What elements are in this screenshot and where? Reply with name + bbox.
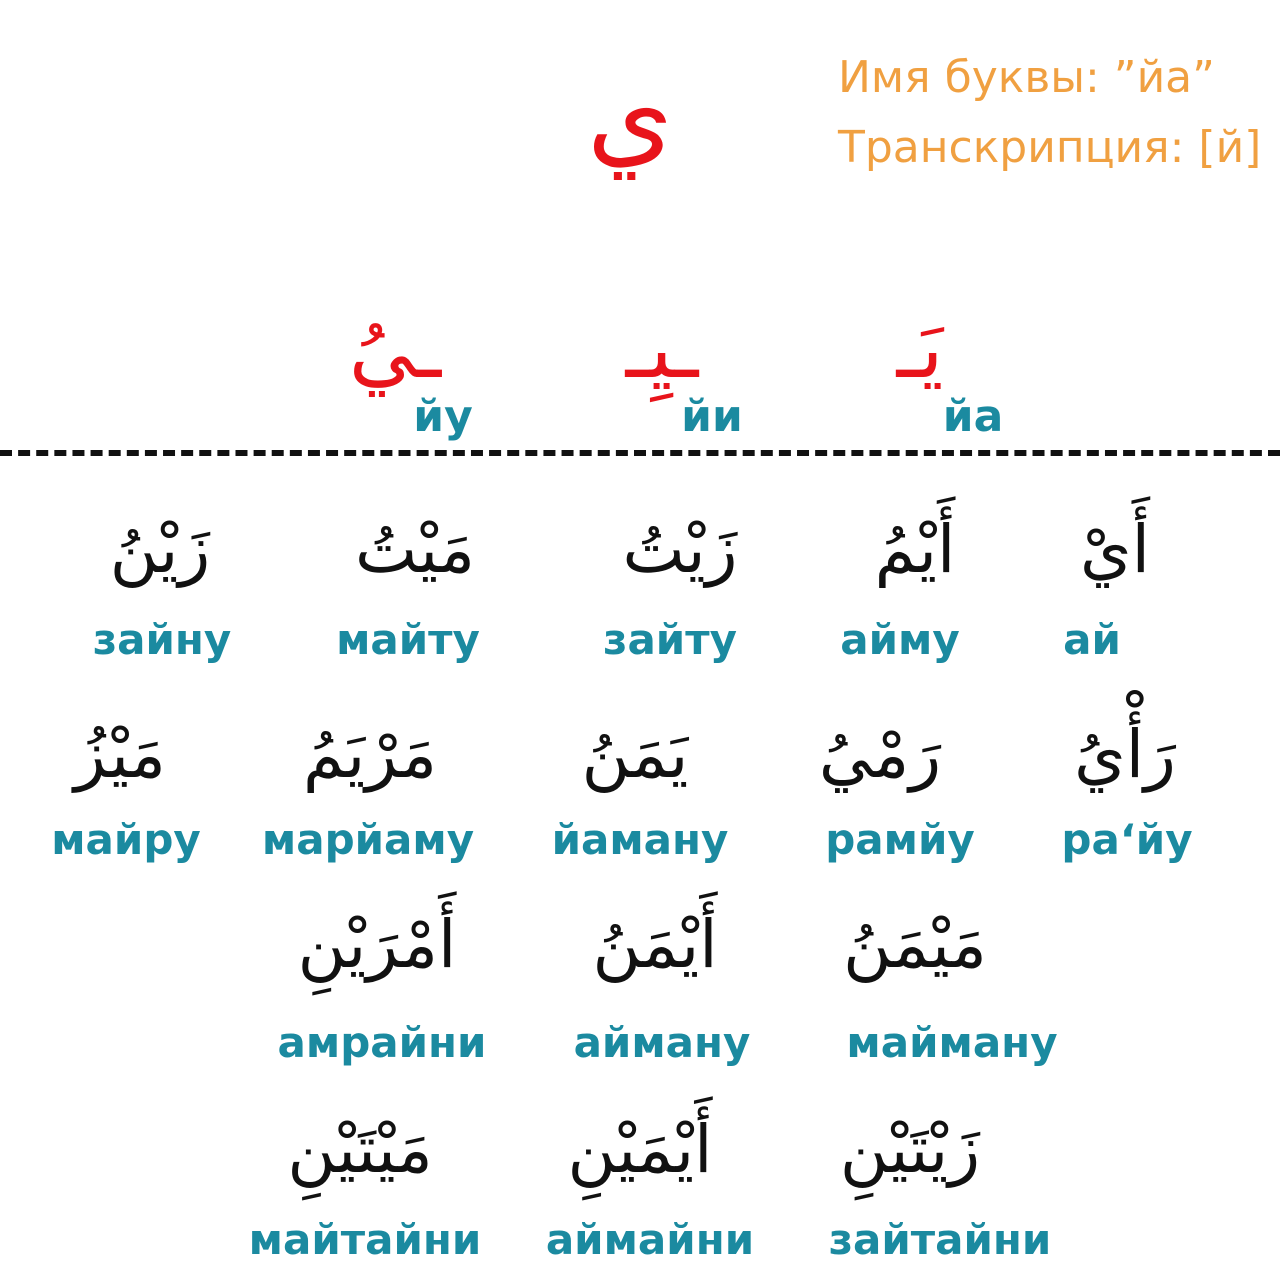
word-arabic: زَيْتَيْنِ	[839, 1111, 981, 1188]
word-translit: зайтайни	[828, 1215, 1052, 1264]
form-final-translit: йу	[413, 391, 473, 442]
form-initial-translit: йа	[942, 391, 1004, 442]
form-medial-translit: йи	[681, 391, 743, 442]
main-letter: ي	[586, 51, 674, 179]
form-initial: يَـ	[896, 302, 944, 397]
form-medial: ـيِـ	[625, 302, 699, 397]
word-arabic: زَيْتُ	[622, 511, 738, 588]
word-arabic: رَمْيُ	[818, 716, 942, 793]
word-translit: айму	[840, 615, 960, 664]
word-arabic: رَأْيُ	[1074, 716, 1176, 793]
letter-transcription: Транскрипция: [й]	[838, 122, 1262, 173]
word-arabic: أَيْمَيْنِ	[567, 1111, 713, 1188]
word-arabic: أَيْمَنُ	[592, 906, 718, 983]
word-arabic: زَيْنُ	[109, 511, 211, 588]
word-translit: рамйу	[825, 815, 975, 864]
dashed-divider	[0, 450, 1280, 456]
word-translit: майру	[51, 815, 201, 864]
word-translit: амрайни	[277, 1018, 487, 1067]
word-arabic: مَيْتَيْنِ	[287, 1111, 433, 1188]
word-translit: зайну	[92, 615, 232, 664]
word-translit: йаману	[551, 815, 729, 864]
word-translit: зайту	[603, 615, 737, 664]
word-arabic: مَيْتُ	[354, 511, 476, 588]
word-arabic: أَيْ	[1080, 511, 1150, 588]
word-arabic: مَيْزُ	[74, 716, 166, 793]
word-translit: ай	[1063, 615, 1121, 664]
word-translit: марйаму	[261, 815, 475, 864]
word-translit: ра‘йу	[1061, 815, 1193, 864]
word-translit: майту	[336, 615, 480, 664]
word-arabic: أَيْمُ	[874, 511, 956, 588]
word-arabic: مَيْمَنُ	[843, 906, 987, 983]
word-translit: майтайни	[248, 1215, 482, 1264]
letter-name: Имя буквы: ”йа”	[838, 52, 1215, 103]
word-arabic: أَمْرَيْنِ	[297, 906, 457, 983]
word-translit: айману	[573, 1018, 751, 1067]
form-final: ـيُ	[348, 302, 442, 397]
word-translit: аймайни	[545, 1215, 755, 1264]
word-arabic: مَرْيَمُ	[302, 716, 438, 793]
word-arabic: يَمَنُ	[581, 716, 689, 793]
word-translit: маймaну	[846, 1018, 1058, 1067]
